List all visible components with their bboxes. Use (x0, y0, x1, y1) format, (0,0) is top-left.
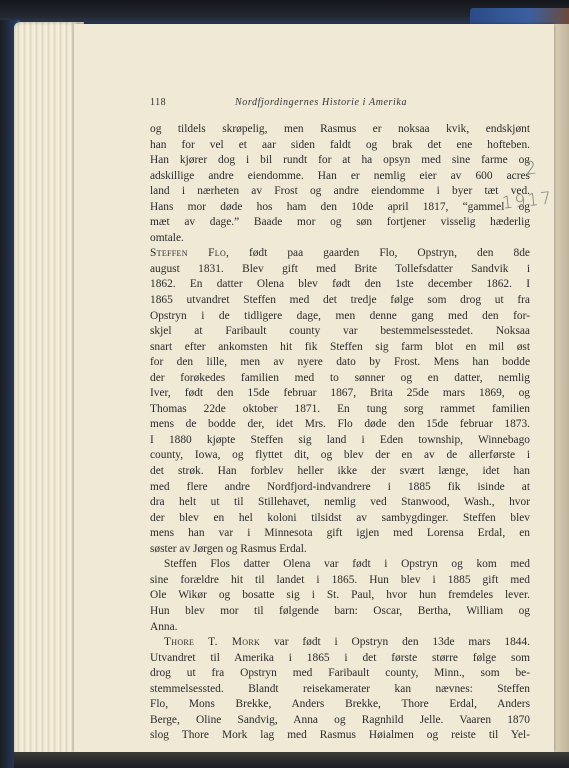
text-line (150, 495, 530, 511)
text-line (150, 340, 530, 356)
line-text: Hans mor døde hos ham den 10de april 1817, “gammel og (150, 200, 530, 213)
line-text: county, Iowa, og flyttet dit, og blev der en av de allerførste i (150, 449, 530, 462)
margin-note-year: 1917 (501, 188, 555, 214)
line-text: drog ut fra Opstryn med Faribault county, Minn., som be- (150, 667, 530, 680)
line-text: var født i Opstryn den 13de mars 1844. (260, 636, 530, 649)
line-text: der blev en hel koloni tilsidst av sambygdinger. Steffen blev (150, 511, 530, 524)
text-line (150, 169, 530, 185)
line-text: Thomas 22de oktober 1871. En tung sorg rammet familien (150, 402, 530, 415)
margin-note: 2 (523, 157, 538, 180)
line-text: sine forældre hit til landet i 1865. Hun blev i 1885 gift med (150, 573, 530, 586)
line-text: 1865 utvandret Steffen med det tredje følge som drog ut fra (150, 294, 530, 307)
running-title: Nordfjordingernes Historie i Amerika (235, 97, 408, 108)
line-text: søster av Jørgen og Rasmus Erdal. (150, 542, 307, 555)
line-text: stemmelsessted. Blandt reisekamerater kan nævnes: Steffen (150, 682, 530, 695)
text-line (150, 138, 530, 154)
body-text (150, 122, 530, 744)
person-name: Thore T. Mork (164, 636, 261, 649)
line-text: for den lille, men av nyere dato by Frost. Mens han bodde (150, 356, 530, 369)
bottom-shadow (14, 752, 569, 768)
text-line (150, 511, 530, 527)
line-text: mens han var i Minnesota gift igjen med Lorensa Erdal, en (150, 527, 530, 540)
line-text: slog Thore Mork lag med Rasmus Høialmen og reiste til Yel- (150, 729, 530, 742)
text-line (150, 122, 530, 138)
text-line (150, 573, 530, 589)
text-line (150, 277, 530, 293)
text-line (150, 448, 530, 464)
text-line (150, 200, 530, 216)
line-text: Ole Wikør og bosatte sig i St. Paul, hvor hun fremdeles lever. (150, 589, 530, 602)
text-line (150, 262, 530, 278)
line-text: Berge, Oline Sandvig, Anna og Ragnhild Jelle. Vaaren 1870 (150, 713, 530, 726)
text-line (150, 651, 530, 667)
text-line (150, 588, 530, 604)
text-line (150, 542, 530, 558)
text-line (150, 728, 530, 744)
line-text: det strøk. Han forblev heller ikke der svært længe, idet han (150, 465, 530, 478)
text-line (150, 526, 530, 542)
line-text: mens de bodde der, idet Mrs. Flo døde den 15de februar 1873. (150, 418, 530, 431)
text-line (150, 635, 530, 651)
text-line (150, 713, 530, 729)
text-line (150, 697, 530, 713)
line-text: dra helt ut til Stillehavet, nemlig ved Stanwood, Wash., hvor (150, 496, 530, 509)
text-line (150, 293, 530, 309)
text-line (150, 386, 530, 402)
text-line (150, 480, 530, 496)
line-text: Utvandret til Amerika i 1865 i det første større følge som (150, 651, 530, 664)
line-text: Iver, født den 15de februar 1867, Brita 25de mars 1869, og (150, 387, 530, 400)
text-line (150, 184, 530, 200)
text-line (150, 324, 530, 340)
line-text: august 1831. Blev gift med Brite Tollefsdatter Sandvik i (150, 262, 530, 275)
text-line (150, 557, 530, 573)
line-text: omtale. (150, 231, 184, 244)
line-text: I 1880 kjøpte Steffen sig land i Eden township, Winnebago (150, 433, 530, 446)
line-text: 1862. En datter Olena blev født den 1ste december 1862. I (150, 278, 530, 291)
line-text: der forøkedes familien med to sønner og en datter, nemlig (150, 371, 530, 384)
text-line (150, 309, 530, 325)
line-text: Anna. (150, 620, 178, 633)
text-line (150, 464, 530, 480)
text-line (150, 666, 530, 682)
text-line (150, 417, 530, 433)
line-text: , født paa gaarden Flo, Opstryn, den 8de (226, 247, 530, 260)
text-line (150, 433, 530, 449)
text-line (150, 355, 530, 371)
line-text: snart efter ankomsten hit fik Steffen sig farm blot en mil øst (150, 340, 530, 353)
person-name: Steffen Flo (150, 247, 227, 260)
line-text: med flere andre Nordfjord-indvandrere i 1885 fik isinde at (150, 480, 530, 493)
line-text: adskillige andre eiendomme. Han er nemlig eier av 600 acres (150, 169, 530, 182)
text-line (150, 682, 530, 698)
line-text: og tildels skrøpelig, men Rasmus er noksaa kvik, endskjønt (150, 123, 530, 135)
text-line (150, 620, 530, 636)
line-text: Steffen Flos datter Olena var født i Opstryn og kom med (164, 558, 530, 571)
line-text: skjel at Faribault county var bestemmelsesstedet. Noksaa (150, 325, 530, 338)
text-line (150, 604, 530, 620)
text-line (150, 215, 530, 231)
line-text: Opstryn i de tidligere dage, men denne gang med den for- (150, 309, 530, 322)
running-header (150, 97, 530, 113)
text-line (150, 153, 530, 169)
line-text: mæt av dage.” Baade mor og søn fortjener visselig hæderlig (150, 216, 530, 229)
text-line (150, 246, 530, 262)
page-number: 118 (150, 97, 167, 108)
line-text: Hun blev mor til følgende barn: Oscar, Bertha, William og (150, 604, 530, 617)
line-text: han for vel et aar siden faldt og brak det ene hofteben. (150, 138, 530, 151)
book-cover-top (0, 0, 569, 26)
line-text: Flo, Mons Brekke, Anders Brekke, Thore Erdal, Anders (150, 698, 530, 711)
text-line (150, 371, 530, 387)
text-line (150, 231, 530, 247)
text-line (150, 402, 530, 418)
line-text: land i nærheten av Frost og andre eiendomme i byer tæt ved. (150, 185, 530, 198)
line-text: Han kjører dog i bil rundt for at ha opsyn med sine farme og (150, 154, 530, 167)
